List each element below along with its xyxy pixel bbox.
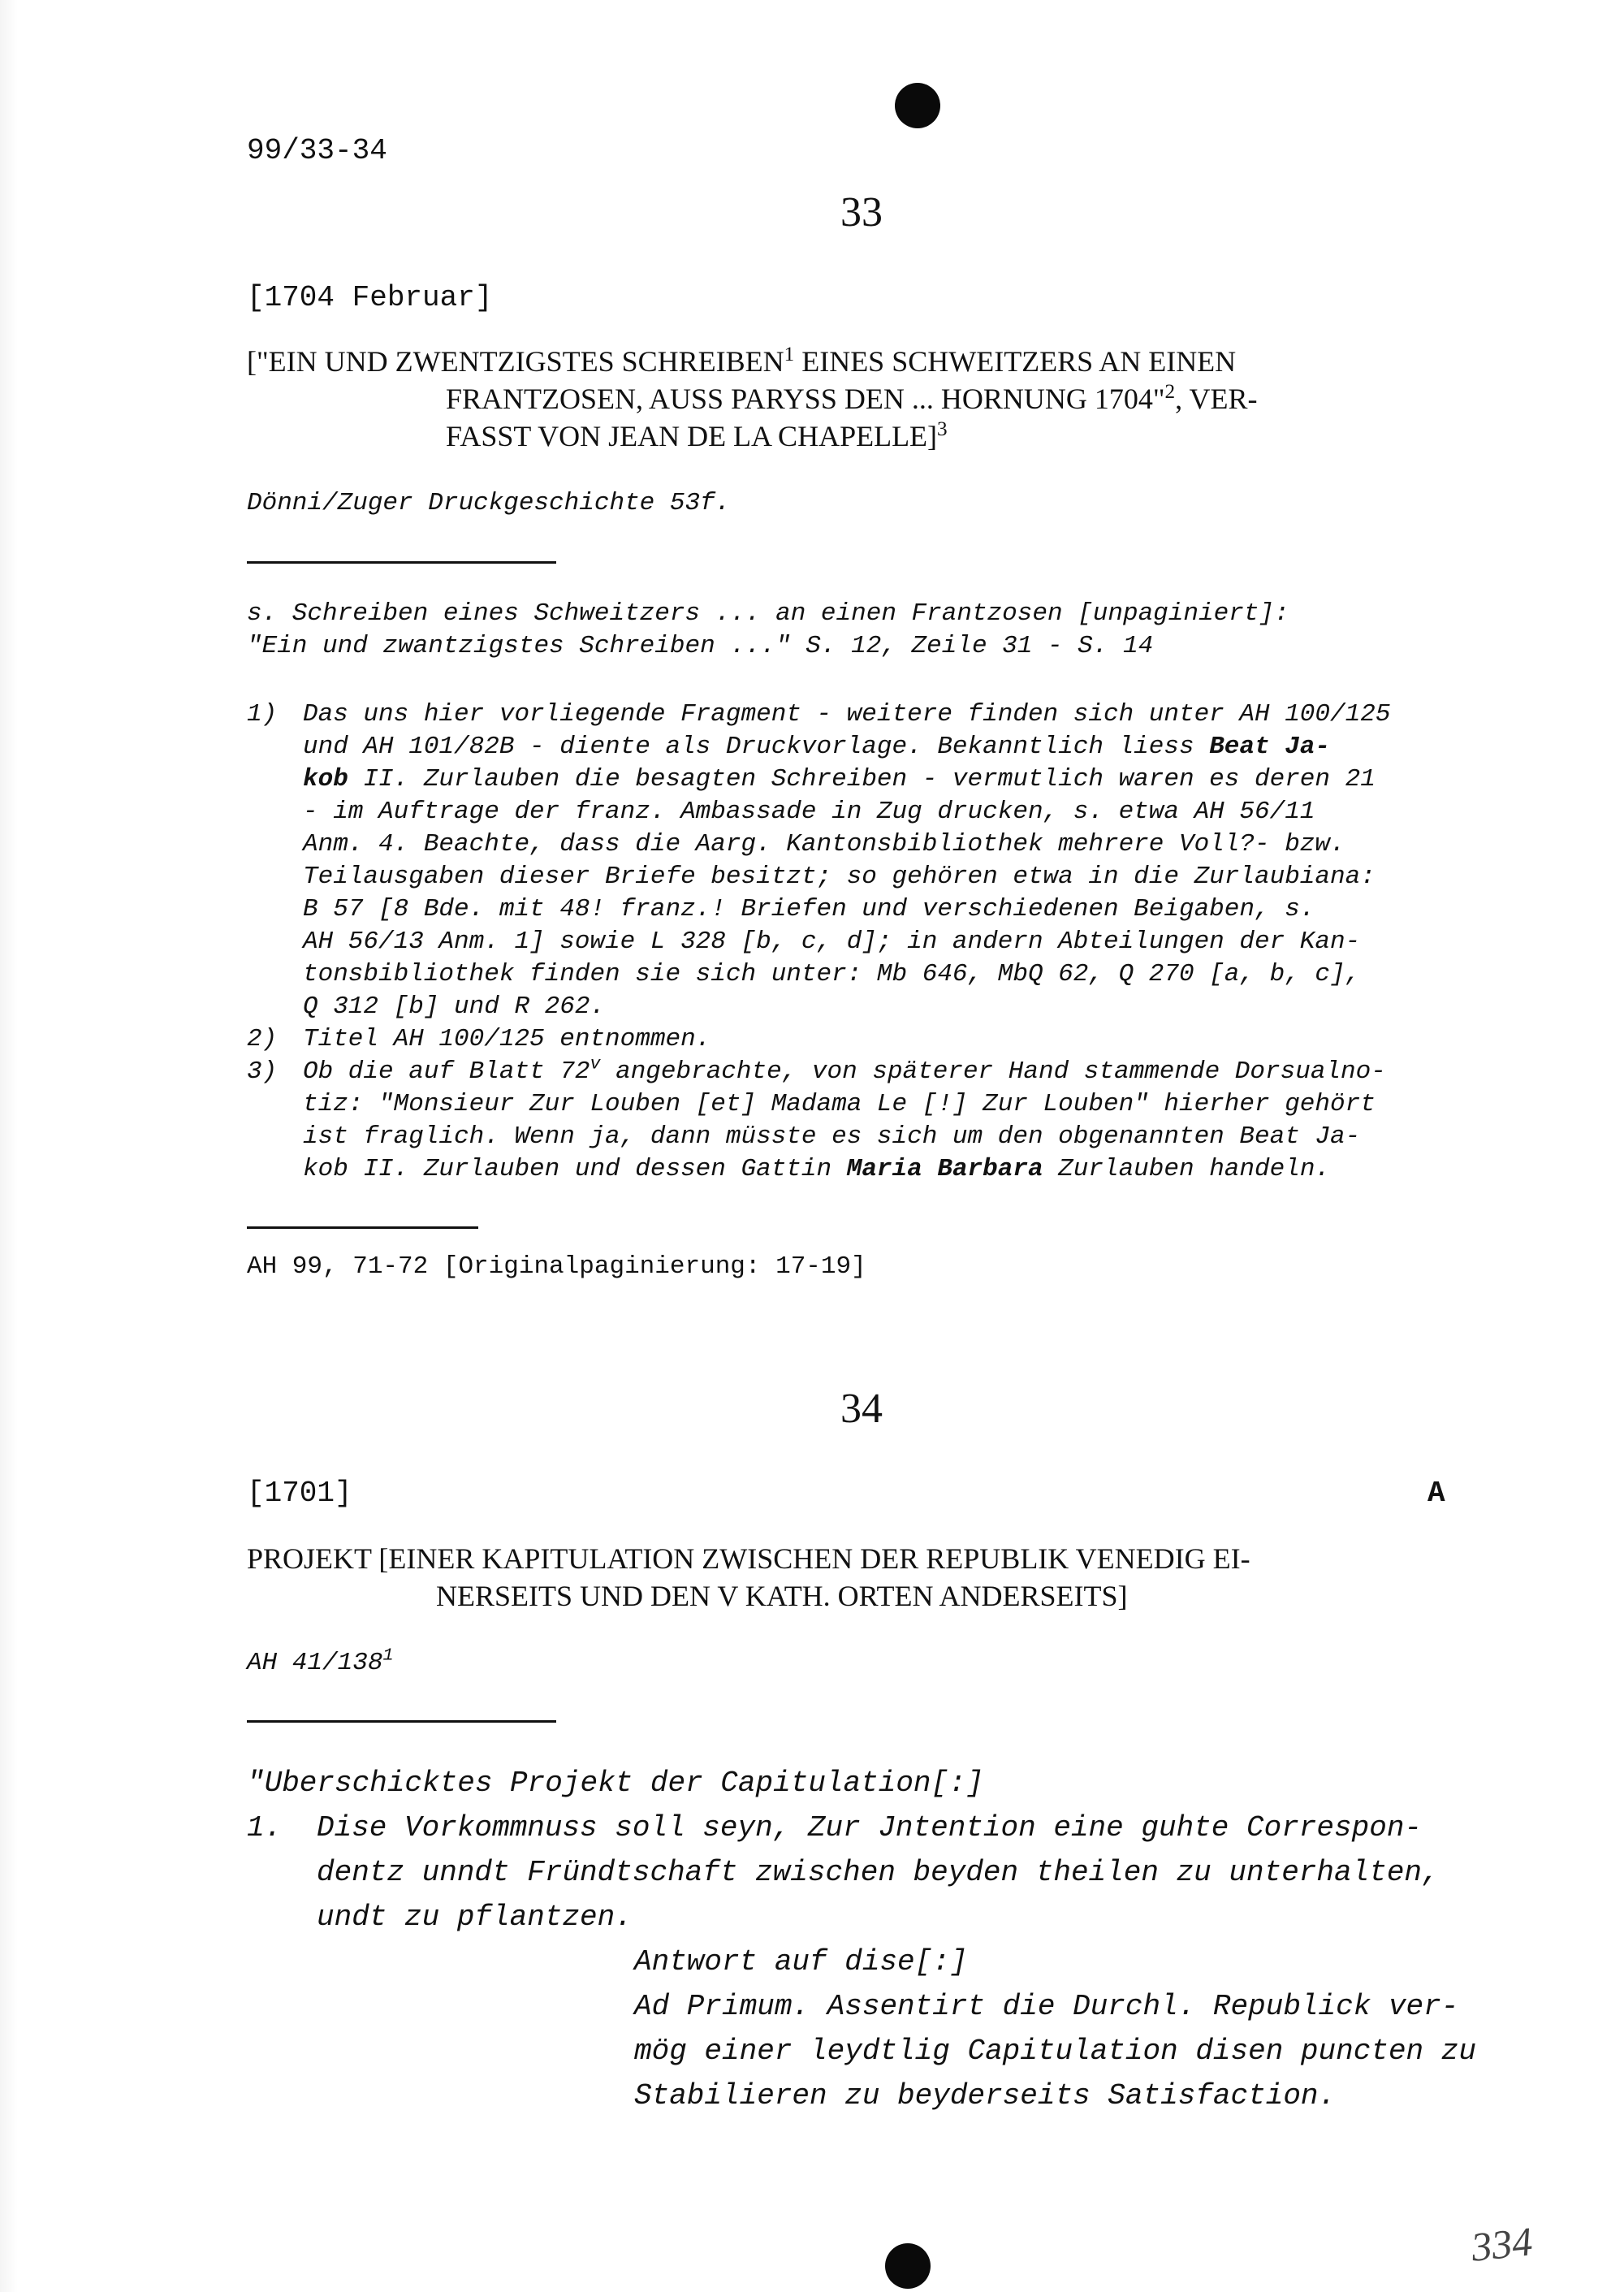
doc33-title-line-3: FASST VON JEAN DE LA CHAPELLE]$^3$ <box>446 418 948 452</box>
note-1-line-9: tonsbibliothek finden sie sich unter: Mb 646, MbQ 62, Q 270 [a, b, c], <box>303 960 1361 988</box>
note-1-line-7: B 57 [8 Bde. mit 48! franz.! Briefen und verschiedenen Beigaben, s. <box>303 895 1315 923</box>
doc33-title-line-2: FRANTZOSEN, AUSS PARYSS DEN ... HORNUNG 1704"$^2$, VER- <box>446 381 1258 415</box>
note-1-line-2: und AH 101/82B - diente als Druckvorlage. Bekanntlich liess Beat Ja- <box>303 733 1331 761</box>
note-1-line-1: Das uns hier vorliegende Fragment - weitere finden sich unter AH 100/125 <box>303 700 1391 729</box>
page-reference: 99/33-34 <box>247 134 387 167</box>
note-1-line-8: AH 56/13 Anm. 1] sowie L 328 [b, c, d]; in andern Abteilungen der Kan- <box>303 928 1361 956</box>
handwritten-page-number: 334 <box>1469 2218 1535 2270</box>
note-3-line-2: tiz: "Monsieur Zur Louben [et] Madama Le [!] Zur Louben" hierher gehört <box>303 1090 1376 1118</box>
answer-line-2: mög einer leydtlig Capitulation disen puncten zu <box>634 2035 1476 2068</box>
note-2-text: Titel AH 100/125 entnommen. <box>303 1025 711 1053</box>
item-1-number: 1. <box>247 1811 283 1844</box>
answer-heading: Antwort auf dise[:] <box>634 1945 968 1978</box>
punch-hole-bottom <box>885 2243 931 2289</box>
doc33-archive-reference: AH 99, 71-72 [Originalpaginierung: 17-19] <box>247 1252 866 1281</box>
note-1-line-5: Anm. 4. Beachte, dass die Aarg. Kantonsbibliothek mehrere Voll?- bzw. <box>303 830 1345 858</box>
item-1-line-2: dentz unndt Fründtschaft zwischen beyden theilen zu unterhalten, <box>317 1856 1440 1889</box>
doc33-source-line-1: s. Schreiben eines Schweitzers ... an einen Frantzosen [unpaginiert]: <box>247 599 1289 628</box>
doc34-text-heading: "Uberschicktes Projekt der Capitulation[:] <box>247 1767 984 1800</box>
doc34-title-line-2: NERSEITS UND DEN V KATH. ORTEN ANDERSEITS] <box>436 1580 1128 1612</box>
punch-hole-top <box>895 83 940 128</box>
note-3-line-3: ist fraglich. Wenn ja, dann müsste es sich um den obgenannten Beat Ja- <box>303 1122 1361 1151</box>
note-1-line-6: Teilausgaben dieser Briefe besitzt; so gehören etwa in die Zurlaubiana: <box>303 863 1376 891</box>
note-2-marker: 2) <box>247 1025 278 1053</box>
doc34-title-line-1: PROJEKT [EINER KAPITULATION ZWISCHEN DER REPUBLIK VENEDIG EI- <box>247 1542 1250 1575</box>
note-1-line-4: - im Auftrage der franz. Ambassade in Zug drucken, s. etwa AH 56/11 <box>303 798 1315 826</box>
doc33-source-line-2: "Ein und zwantzigstes Schreiben ..." S. 12, Zeile 31 - S. 14 <box>247 632 1154 660</box>
scan-left-edge <box>0 0 18 2292</box>
doc33-divider-1 <box>247 561 556 564</box>
note-3-line-4: kob II. Zurlauben und dessen Gattin Maria Barbara Zurlauben handeln. <box>303 1155 1331 1183</box>
document-number-33: 33 <box>840 189 883 236</box>
doc34-source: AH $41/138^1$ <box>247 1645 394 1677</box>
doc34-divider <box>247 1720 556 1723</box>
item-1-line-1: Dise Vorkommnuss soll seyn, Zur Jntention eine guhte Correspon- <box>317 1811 1423 1844</box>
note-3-line-1: Ob die auf Blatt 72$^v$ angebrachte, von späterer Hand stammende Dorsualno- <box>303 1053 1386 1086</box>
item-1-line-3: undt zu pflantzen. <box>317 1901 633 1934</box>
doc33-literature: Dönni/Zuger Druckgeschichte 53f. <box>247 489 731 517</box>
note-1-line-3: kob II. Zurlauben die besagten Schreiben - vermutlich waren es deren 21 <box>303 765 1376 794</box>
document-number-34: 34 <box>840 1386 883 1432</box>
note-1-line-10: Q 312 [b] und R 262. <box>303 992 606 1021</box>
doc33-divider-2 <box>247 1226 478 1229</box>
doc33-title-line-1: ["EIN UND ZWENTZIGSTES SCHREIBEN$^1$ EINES SCHWEITZERS AN EINEN <box>247 344 1237 378</box>
note-3-marker: 3) <box>247 1057 278 1086</box>
doc34-letter: A <box>1427 1477 1445 1510</box>
answer-line-1: Ad Primum. Assentirt die Durchl. Republick ver- <box>634 1990 1459 2023</box>
doc33-date: [1704 Februar] <box>247 281 493 314</box>
answer-line-3: Stabilieren zu beyderseits Satisfaction. <box>634 2079 1337 2113</box>
doc34-date: [1701] <box>247 1477 352 1510</box>
note-1-marker: 1) <box>247 700 278 729</box>
